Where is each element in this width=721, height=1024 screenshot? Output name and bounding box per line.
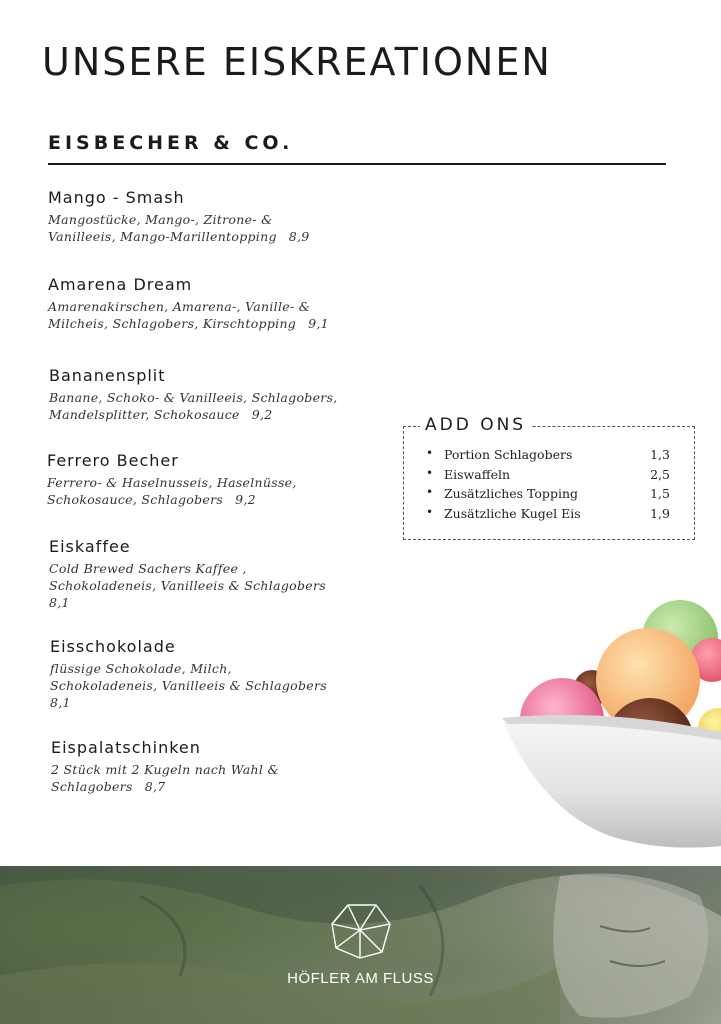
item-description (51, 761, 381, 795)
footer-banner (0, 866, 721, 1024)
item-desc-line: Mangostücke, Mango-, Zitrone- & (48, 212, 273, 227)
item-description (47, 474, 377, 508)
bullet-icon: • (426, 446, 434, 460)
menu-item-eispalatschinken (51, 738, 381, 795)
crystal-logo-icon (330, 902, 392, 960)
item-price: 9,2 (235, 492, 256, 507)
item-name: Bananensplit (49, 366, 166, 385)
item-desc-line: Vanilleeis, Mango-Marillentopping (48, 229, 277, 244)
addon-item (426, 486, 670, 506)
bowl (502, 715, 721, 848)
menu-item-amarena-dream (48, 275, 378, 332)
item-desc-line: Schlagobers (51, 779, 133, 794)
item-price: 8,1 (49, 595, 70, 610)
menu-item-mango-smash (48, 188, 378, 245)
item-description (49, 389, 379, 423)
item-description (49, 560, 379, 611)
menu-item-eisschokolade (50, 637, 380, 711)
ice-cream-bowl-image (500, 600, 721, 850)
section-title: EISBECHER & CO. (48, 132, 294, 154)
addon-name: Portion Schlagobers (444, 447, 573, 462)
addon-name: Zusätzliche Kugel Eis (444, 505, 581, 521)
addon-item (426, 506, 670, 526)
item-price: 8,1 (50, 695, 71, 710)
item-desc-line: 2 Stück mit 2 Kugeln nach Wahl & (51, 762, 279, 777)
item-desc-line: Cold Brewed Sachers Kaffee , (49, 561, 247, 576)
item-desc-line: Schokosauce, Schlagobers (47, 492, 224, 507)
item-name: Eispalatschinken (51, 738, 201, 757)
addons-box (403, 415, 695, 540)
item-price: 9,1 (308, 316, 329, 331)
menu-item-ferrero-becher (47, 451, 377, 508)
addon-price: 1,5 (650, 486, 670, 501)
footer-brand-name: HÖFLER AM FLUSS (287, 970, 434, 987)
item-desc-line: Amarenakirschen, Amarena-, Vanille- & (48, 299, 311, 314)
item-name: Mango - Smash (48, 188, 185, 207)
addon-price: 1,9 (650, 505, 670, 521)
bullet-icon: • (426, 504, 434, 519)
addon-name: Eiswaffeln (444, 466, 511, 482)
bullet-icon: • (426, 485, 434, 499)
addon-item (426, 447, 670, 467)
item-name: Ferrero Becher (47, 451, 179, 470)
item-desc-line: Ferrero- & Haselnusseis, Haselnüsse, (47, 475, 297, 490)
item-desc-line: Mandelsplitter, Schokosauce (49, 407, 240, 422)
item-description (48, 298, 378, 332)
item-price: 9,2 (251, 407, 273, 422)
menu-item-eiskaffee (49, 537, 379, 611)
menu-item-bananensplit (49, 366, 379, 423)
addons-title: ADD ONS (420, 415, 531, 435)
section-divider (48, 163, 666, 165)
item-name: Amarena Dream (48, 275, 193, 294)
item-name: Eiskaffee (49, 537, 131, 556)
addons-list (426, 447, 670, 525)
item-desc-line: Schokoladeneis, Vanilleeis & Schlagobers (50, 678, 327, 693)
item-price: 8,9 (288, 229, 310, 244)
item-price: 8,7 (144, 779, 166, 794)
addon-price: 2,5 (650, 466, 670, 482)
page-title: UNSERE EISKREATIONEN (42, 40, 552, 84)
item-name: Eisschokolade (50, 637, 176, 656)
item-desc-line: Milcheis, Schlagobers, Kirschtopping (48, 316, 297, 331)
item-desc-line: Banane, Schoko- & Vanilleeis, Schlagobers, (49, 390, 338, 405)
addon-item (426, 467, 670, 487)
item-desc-line: flüssige Schokolade, Milch, (50, 661, 232, 676)
addon-price: 1,3 (650, 447, 670, 462)
item-desc-line: Schokoladeneis, Vanilleeis & Schlagobers (49, 578, 326, 593)
item-description (48, 211, 378, 245)
item-description (50, 660, 380, 711)
bullet-icon: • (426, 465, 434, 480)
addon-name: Zusätzliches Topping (444, 486, 578, 501)
